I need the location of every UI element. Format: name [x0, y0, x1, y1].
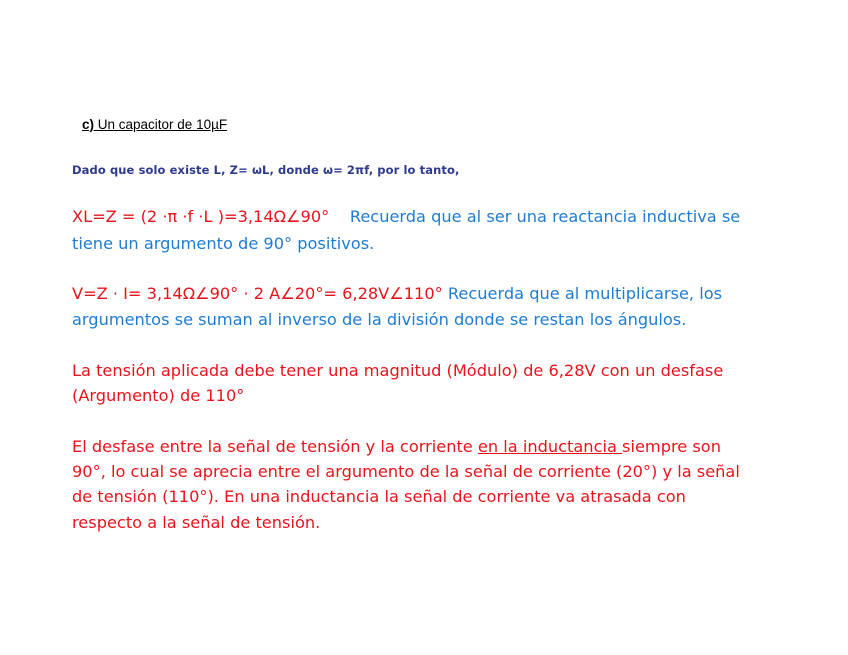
phase-shift-underlined: en la inductancia: [477, 437, 623, 456]
magnitude-statement-line1: La tensión aplicada debe tener una magnitud (Módulo) de 6,28V con un desfase: [72, 361, 724, 380]
magnitude-statement-line2: (Argumento) de 110°: [72, 386, 245, 405]
reactance-spacer: [329, 207, 350, 226]
voltage-formula-line: [72, 284, 722, 304]
voltage-formula: V=Z · I= 3,14Ω∠90° · 2 A∠20°= 6,28V∠110°: [72, 284, 443, 303]
reactance-formula: XL=Z = (2 ·π ·f ·L )=3,14Ω∠90°: [72, 207, 330, 226]
phase-shift-line1: [72, 437, 721, 457]
voltage-note: Recuerda que al multiplicarse, los: [447, 284, 723, 303]
intro-text: Dado que solo existe L, Z= ωL, donde ω= 2πf, por lo tanto,: [72, 163, 460, 177]
voltage-note-continued: argumentos se suman al inverso de la división donde se restan los ángulos.: [72, 310, 687, 329]
phase-shift-line4: respecto a la señal de tensión.: [72, 513, 321, 532]
reactance-note-continued: tiene un argumento de 90° positivos.: [72, 234, 375, 253]
section-heading: [82, 117, 227, 132]
phase-shift-line1-pre: El desfase entre la señal de tensión y la corriente: [72, 437, 478, 456]
reactance-note: Recuerda que al ser una reactancia inductiva se: [349, 207, 741, 226]
section-heading-letter: c): [82, 117, 95, 132]
phase-shift-line2: 90°, lo cual se aprecia entre el argumento de la señal de corriente (20°) y la señal: [72, 462, 740, 481]
reactance-formula-line: [72, 207, 740, 227]
phase-shift-line3: de tensión (110°). En una inductancia la señal de corriente va atrasada con: [72, 487, 686, 506]
section-heading-text: Un capacitor de 10µF: [94, 117, 228, 132]
phase-shift-line1-post: siempre son: [622, 437, 721, 456]
